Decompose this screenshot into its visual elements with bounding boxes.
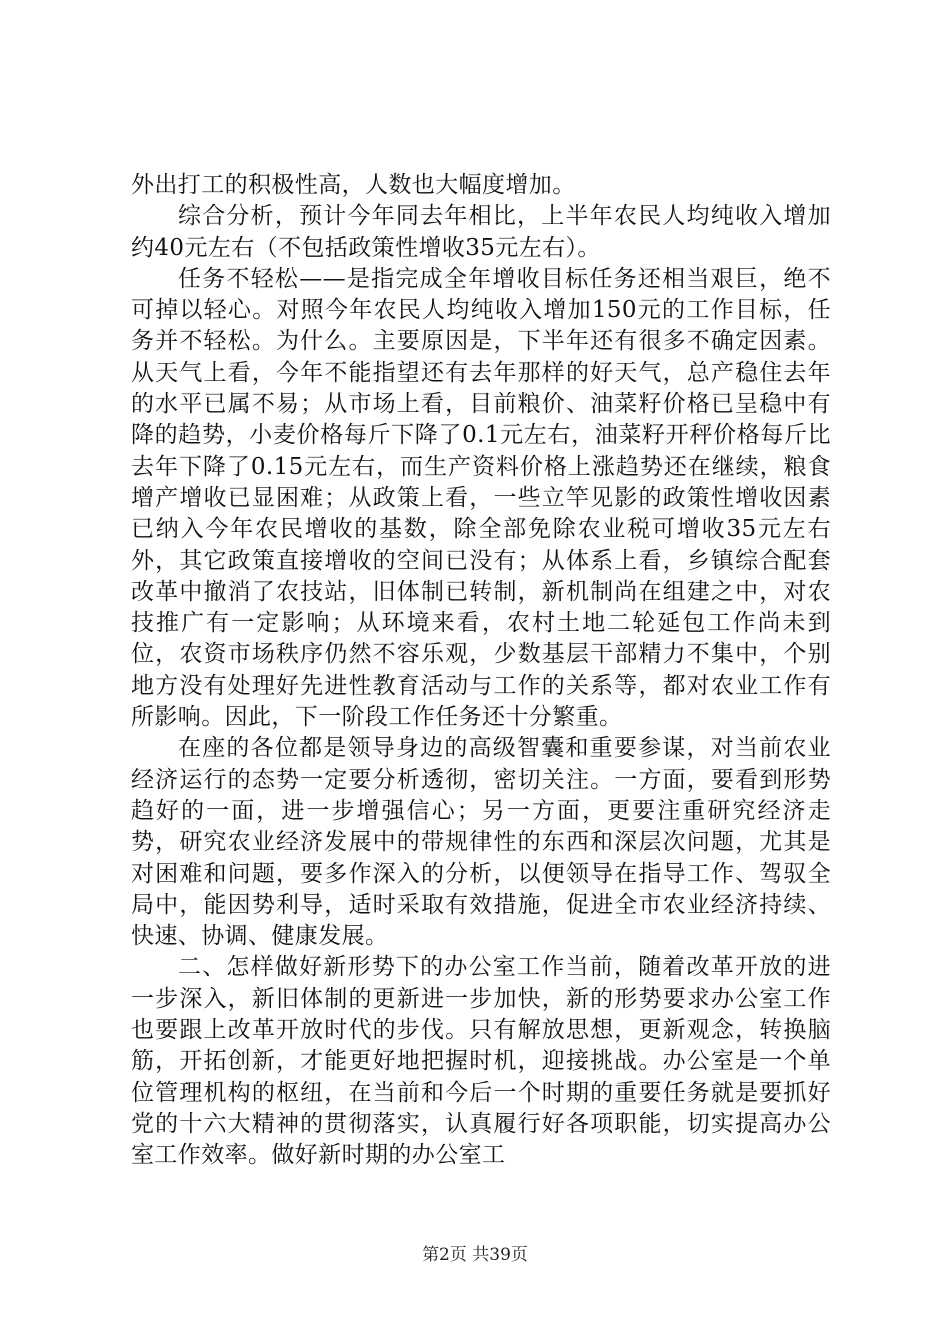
document-body <box>131 170 831 1172</box>
paragraph-advisors: 在座的各位都是领导身边的高级智囊和重要参谋，对当前农业经济运行的态势一定要分析透彻，密切关注。一方面，要看到形势趋好的一面，进一步增强信心；另一方面，更要注重研究经济走势，研究农业经济发展中的带规律性的东西和深层次问题，尤其是对困难和问题，要多作深入的分析，以便领导在指导工作、驾驭全局中，能因势利导，适时采取有效措施，促进全市农业经济持续、快速、协调、健康发展。 <box>131 735 831 950</box>
paragraph-continuation: 外出打工的积极性高，人数也大幅度增加。 <box>131 172 576 198</box>
paragraph-office-work: 二、怎样做好新形势下的办公室工作当前，随着改革开放的进一步深入，新旧体制的更新进一步加快，新的形势要求办公室工作也要跟上改革开放时代的步伐。只有解放思想，更新观念，转换脑筋，开拓创新，才能更好地把握时机，迎接挑战。办公室是一个单位管理机构的枢纽，在当前和今后一个时期的重要任务就是要抓好党的十六大精神的贯彻落实，认真履行好各项职能，切实提高办公室工作效率。做好新时期的办公室工 <box>131 954 831 1169</box>
paragraph-summary: 综合分析，预计今年同去年相比，上半年农民人均纯收入增加约40元左右（不包括政策性增收35元左右）。 <box>131 203 831 261</box>
paragraph-task-not-easy: 任务不轻松——是指完成全年增收目标任务还相当艰巨，绝不可掉以轻心。对照今年农民人均纯收入增加150元的工作目标，任务并不轻松。为什么。主要原因是，下半年还有很多不确定因素。从天气上看，今年不能指望还有去年那样的好天气，总产稳住去年的水平已属不易；从市场上看，目前粮价、油菜籽价格已呈稳中有降的趋势，小麦价格每斤下降了0.1元左右，油菜籽开秤价格每斤比去年下降了0.15元左右，而生产资料价格上涨趋势还在继续，粮食增产增收已显困难；从政策上看，一些立竿见影的政策性增收因素已纳入今年农民增收的基数，除全部免除农业税可增收35元左右外，其它政策直接增收的空间已没有；从体系上看，乡镇综合配套改革中撤消了农技站，旧体制已转制，新机制尚在组建之中，对农技推广有一定影响；从环境来看，农村土地二轮延包工作尚未到位，农资市场秩序仍然不容乐观，少数基层干部精力不集中，个别地方没有处理好先进性教育活动与工作的关系等，都对农业工作有所影响。因此，下一阶段工作任务还十分繁重。 <box>131 265 831 731</box>
page-footer: 第2页 共39页 <box>422 1245 528 1265</box>
